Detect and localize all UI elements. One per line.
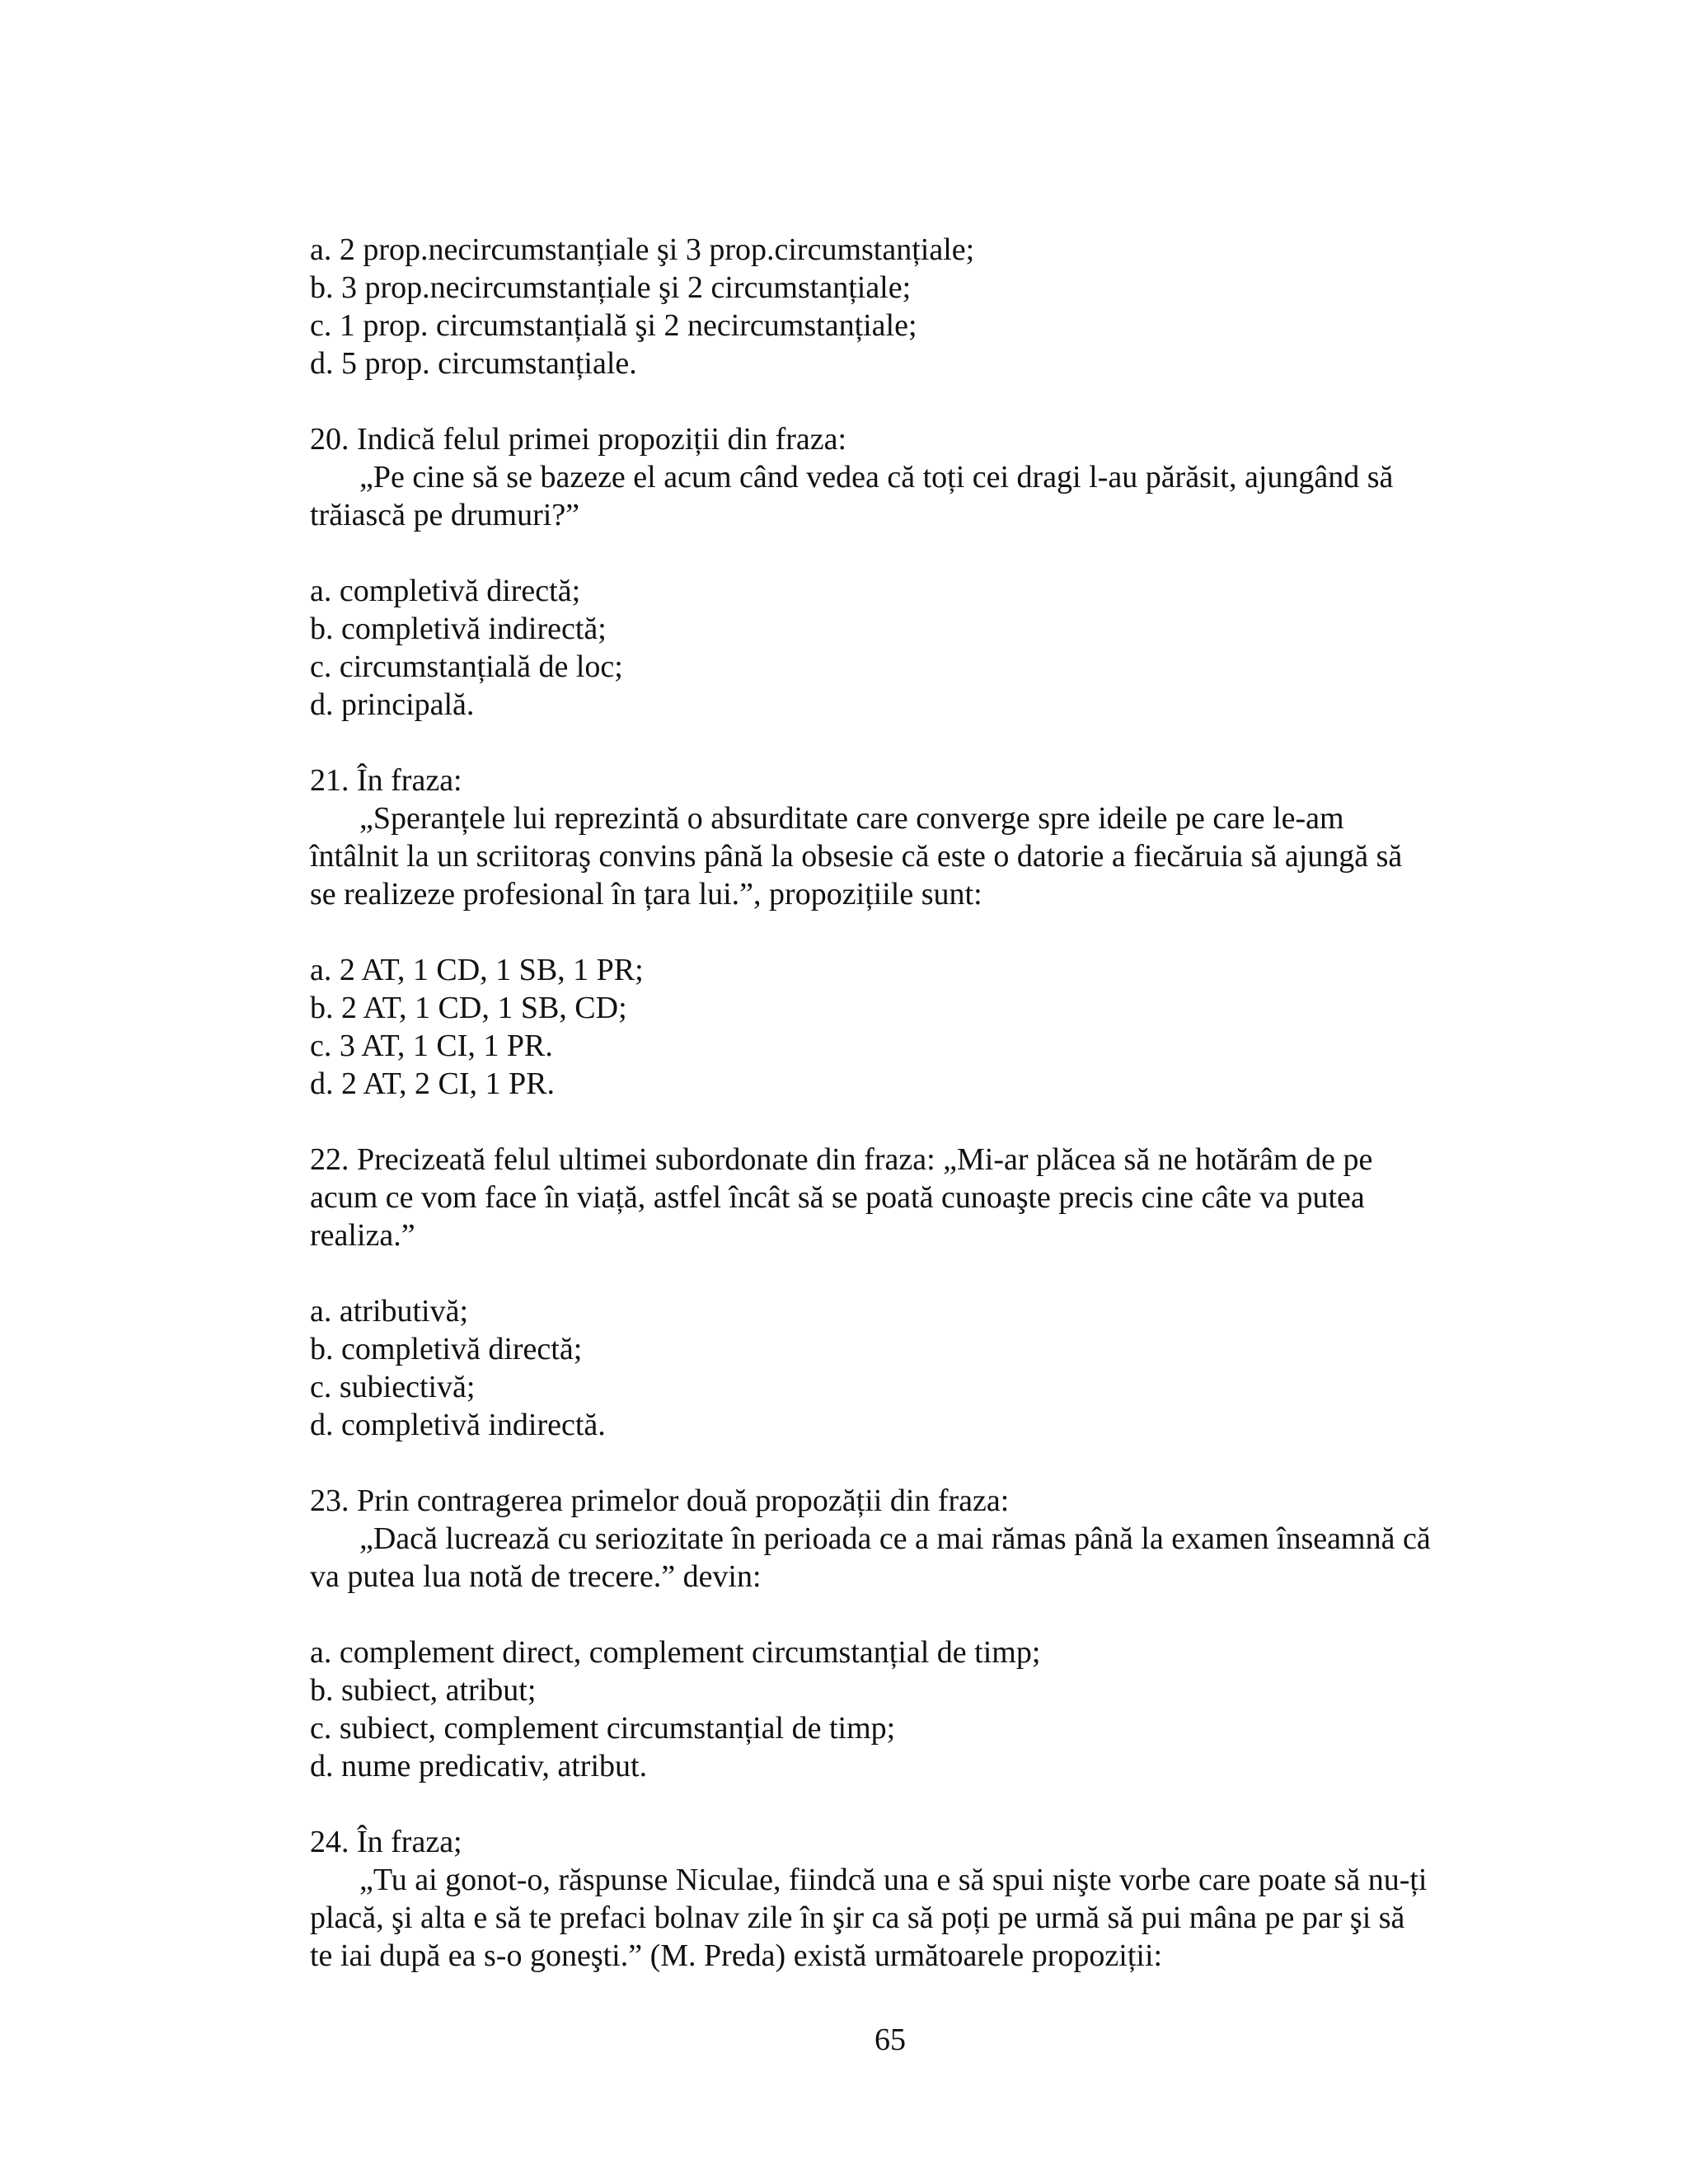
spacer <box>310 724 1480 762</box>
option-a: a. complement direct, complement circumstanțial de timp; <box>310 1635 1041 1670</box>
page-content <box>310 231 1480 1975</box>
spacer <box>310 1785 1480 1823</box>
option-b: b. 2 AT, 1 CD, 1 SB, CD; <box>310 991 627 1025</box>
option-c: c. subiectivă; <box>310 1370 476 1404</box>
option-b: b. completivă indirectă; <box>310 612 607 646</box>
spacer <box>310 1103 1480 1141</box>
quote-line: „Speranțele lui reprezintă o absurditate care converge spre ideile pe care le-am <box>359 801 1344 836</box>
option-b: b. completivă directă; <box>310 1332 583 1366</box>
question-title: 20. Indică felul primei propoziții din fraza: <box>310 422 847 457</box>
option-a: a. completivă directă; <box>310 574 581 608</box>
quote-line: „Pe cine să se bazeze el acum când vedea că toți cei dragi l-au părăsit, ajungând să <box>359 460 1394 494</box>
spacer <box>310 1254 1480 1292</box>
quote-line: „Tu ai gonot-o, răspunse Niculae, fiindcă una e să spui nişte vorbe care poate să nu-ți <box>359 1863 1428 1897</box>
question-24 <box>310 1823 1480 1975</box>
question-20 <box>310 420 1480 724</box>
option-b: b. 3 prop.necircumstanțiale şi 2 circumstanțiale; <box>310 270 912 305</box>
question-text-line: 22. Precizeată felul ultimei subordonate din fraza: „Mi-ar plăcea să ne hotărâm de pe <box>310 1142 1373 1177</box>
question-23 <box>310 1482 1480 1785</box>
option-d: d. 5 prop. circumstanțiale. <box>310 346 637 381</box>
option-c: c. 3 AT, 1 CI, 1 PR. <box>310 1029 553 1063</box>
previous-question-options <box>310 231 1480 382</box>
quote-line: întâlnit la un scriitoraş convins până la obsesie că este o datorie a fiecăruia să ajungă să <box>310 839 1403 874</box>
option-b: b. subiect, atribut; <box>310 1673 537 1708</box>
question-text-line: acum ce vom face în viață, astfel încât să se poată cunoaşte precis cine câte va putea <box>310 1180 1365 1215</box>
question-title: 23. Prin contragerea primelor două propozății din fraza: <box>310 1483 1010 1518</box>
spacer <box>310 1444 1480 1482</box>
quote-line: te iai după ea s-o goneşti.” (M. Preda) există următoarele propoziții: <box>310 1938 1163 1973</box>
option-c: c. 1 prop. circumstanțială şi 2 necircumstanțiale; <box>310 308 917 343</box>
question-21 <box>310 762 1480 1103</box>
option-c: c. circumstanțială de loc; <box>310 649 623 684</box>
option-a: a. 2 prop.necircumstanțiale şi 3 prop.circumstanțiale; <box>310 232 975 267</box>
page-number: 65 <box>874 2022 906 2057</box>
quote-line: „Dacă lucrează cu seriozitate în perioada ce a mai rămas până la examen înseamnă că <box>359 1521 1431 1556</box>
quote-line: placă, şi alta e să te prefaci bolnav zile în şir ca să poți pe urmă să pui mâna pe par şi să <box>310 1900 1405 1935</box>
quote-line: va putea lua notă de trecere.” devin: <box>310 1559 762 1594</box>
question-text-line: realiza.” <box>310 1218 415 1253</box>
option-d: d. completivă indirectă. <box>310 1408 606 1442</box>
option-d: d. principală. <box>310 687 475 722</box>
option-d: d. nume predicativ, atribut. <box>310 1749 648 1783</box>
quote-line: trăiască pe drumuri?” <box>310 498 580 532</box>
question-22 <box>310 1141 1480 1444</box>
option-c: c. subiect, complement circumstanțial de timp; <box>310 1711 896 1746</box>
spacer <box>310 382 1480 420</box>
option-a: a. atributivă; <box>310 1294 469 1329</box>
quote-line: se realizeze profesional în țara lui.”, propozițiile sunt: <box>310 877 982 912</box>
question-title: 24. În fraza; <box>310 1825 462 1859</box>
spacer <box>310 913 1480 951</box>
question-title: 21. În fraza: <box>310 763 462 798</box>
spacer <box>310 1596 1480 1633</box>
option-d: d. 2 AT, 2 CI, 1 PR. <box>310 1066 556 1101</box>
spacer <box>310 534 1480 572</box>
option-a: a. 2 AT, 1 CD, 1 SB, 1 PR; <box>310 953 644 987</box>
